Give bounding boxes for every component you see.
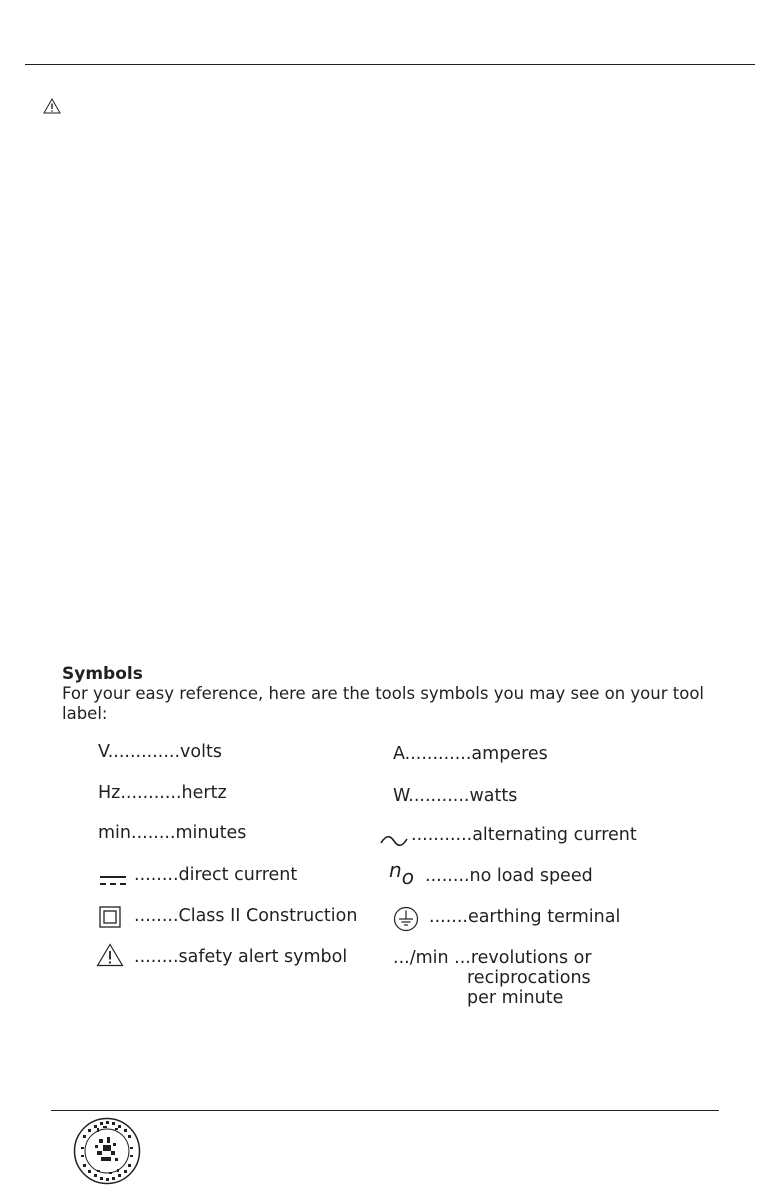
warning-triangle-icon (43, 98, 61, 114)
symbol-safety-alert: ........safety alert symbol (134, 947, 348, 967)
symbol-revolutions-line3: per minute (467, 988, 564, 1008)
class-ii-icon (99, 906, 121, 928)
symbol-volts: V.............volts (98, 742, 222, 762)
symbol-amperes: A............amperes (393, 744, 548, 764)
alternating-current-icon (380, 834, 408, 848)
symbol-class-ii: ........Class II Construction (134, 906, 358, 926)
symbol-no-load-speed: ........no load speed (425, 866, 593, 886)
symbols-intro: For your easy reference, here are the tools symbols you may see on your tool label: (62, 684, 704, 723)
symbols-heading: Symbols (62, 664, 143, 684)
symbol-earthing-terminal: .......earthing terminal (429, 907, 621, 927)
symbol-alternating-current: ...........alternating current (411, 825, 637, 845)
no-load-subscript: o (401, 865, 414, 889)
symbol-minutes: min........minutes (98, 823, 247, 843)
earthing-terminal-icon (393, 906, 419, 932)
no-load-n: n (389, 858, 402, 882)
symbols-section (62, 664, 742, 724)
symbol-direct-current: ........direct current (134, 865, 298, 885)
certification-seal-icon (73, 1117, 141, 1185)
safety-alert-icon (96, 943, 124, 967)
no-load-speed-icon (389, 860, 419, 890)
top-rule (25, 64, 755, 65)
symbol-revolutions-line2: reciprocations (467, 968, 591, 988)
symbol-revolutions-line1: .../min ...revolutions or (393, 948, 592, 968)
bottom-rule (51, 1110, 719, 1111)
symbol-hertz: Hz...........hertz (98, 783, 227, 803)
symbol-watts: W...........watts (393, 786, 518, 806)
direct-current-icon (99, 873, 127, 887)
